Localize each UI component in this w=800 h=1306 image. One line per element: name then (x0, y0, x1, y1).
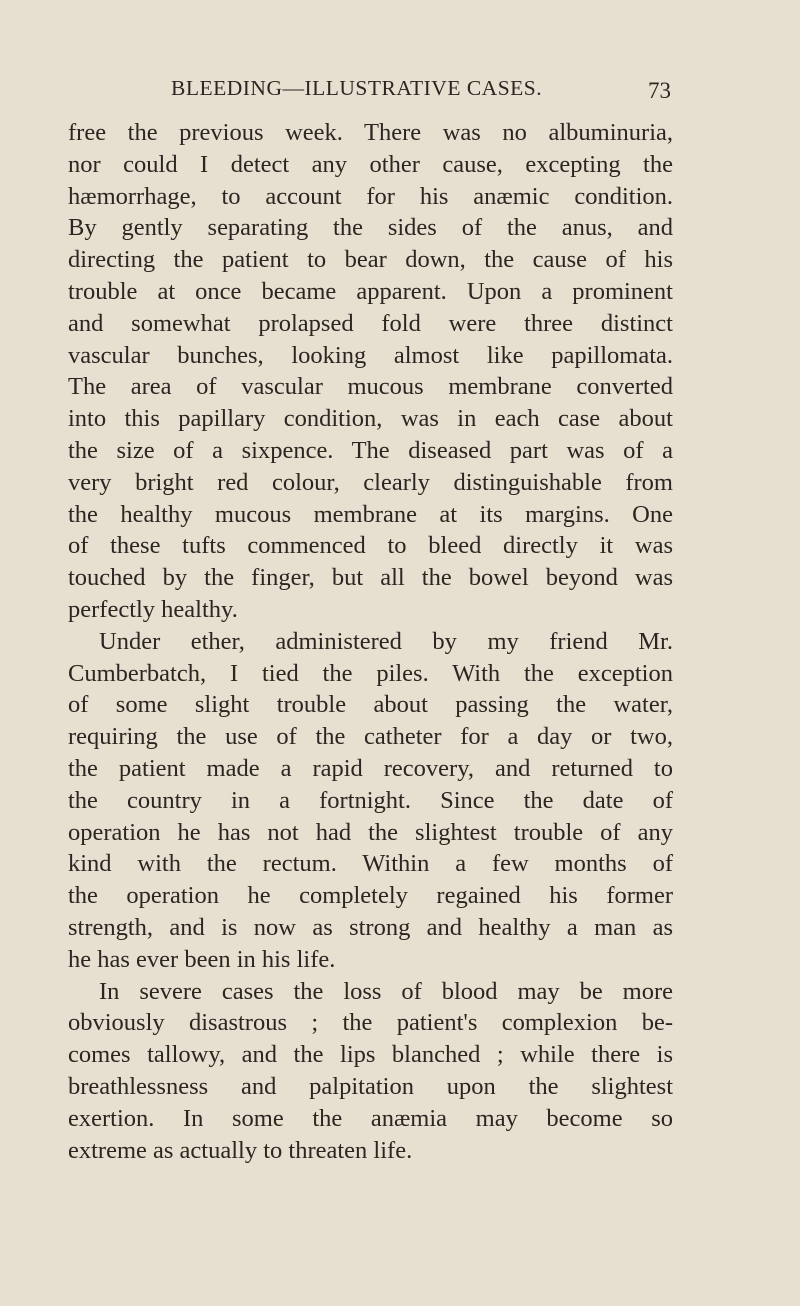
text-line: perfectly healthy. (68, 595, 238, 623)
text-line: extreme as actually to threaten life. (68, 1136, 413, 1164)
page-number: 73 (648, 78, 671, 103)
page-header (0, 76, 800, 108)
text-line: free the previous week. There was no albuminuria, (68, 119, 673, 146)
text-line: into this papillary condition, was in each case about (68, 405, 673, 433)
text-line: of some slight trouble about passing the water, (68, 691, 673, 719)
text-line: and somewhat prolapsed fold were three distinct (68, 309, 673, 337)
text-line: hæmorrhage, to account for his anæmic condition. (68, 182, 673, 210)
text-line: vascular bunches, looking almost like papillomata. (68, 341, 673, 369)
body-text (68, 117, 673, 1166)
text-line: Cumberbatch, I tied the piles. With the exception (68, 659, 673, 687)
text-line: requiring the use of the catheter for a day or two, (68, 723, 673, 751)
text-line: the patient made a rapid recovery, and returned to (68, 754, 673, 782)
text-line: operation he has not had the slightest trouble of any (68, 818, 673, 846)
text-line: of these tufts commenced to bleed directly it was (68, 532, 673, 560)
text-line: kind with the rectum. Within a few months of (68, 850, 673, 878)
text-line: comes tallowy, and the lips blanched ; while there is (68, 1041, 673, 1069)
text-line: the country in a fortnight. Since the date of (68, 786, 673, 814)
text-line: The area of vascular mucous membrane converted (68, 373, 673, 401)
text-line: he has ever been in his life. (68, 945, 336, 973)
running-head: BLEEDING—ILLUSTRATIVE CASES. (171, 76, 543, 100)
paragraph-start-line: Under ether, administered by my friend Mr. (99, 627, 673, 655)
paragraph-start-line: In severe cases the loss of blood may be more (99, 977, 673, 1005)
text-line: trouble at once became apparent. Upon a prominent (68, 277, 673, 305)
text-line: nor could I detect any other cause, excepting the (68, 150, 673, 178)
text-line: the operation he completely regained his former (68, 882, 673, 910)
text-line: breathlessness and palpitation upon the slightest (68, 1072, 673, 1100)
text-line: touched by the finger, but all the bowel beyond was (68, 564, 673, 592)
text-line: By gently separating the sides of the anus, and (68, 214, 673, 242)
text-line: obviously disastrous ; the patient's complexion be- (68, 1009, 673, 1037)
text-line: directing the patient to bear down, the cause of his (68, 246, 673, 274)
text-line: exertion. In some the anæmia may become so (68, 1104, 673, 1132)
text-line: strength, and is now as strong and healthy a man as (68, 913, 673, 941)
text-line: very bright red colour, clearly distinguishable from (68, 468, 673, 496)
text-line: the healthy mucous membrane at its margins. One (68, 500, 673, 528)
text-line: the size of a sixpence. The diseased part was of a (68, 436, 673, 464)
